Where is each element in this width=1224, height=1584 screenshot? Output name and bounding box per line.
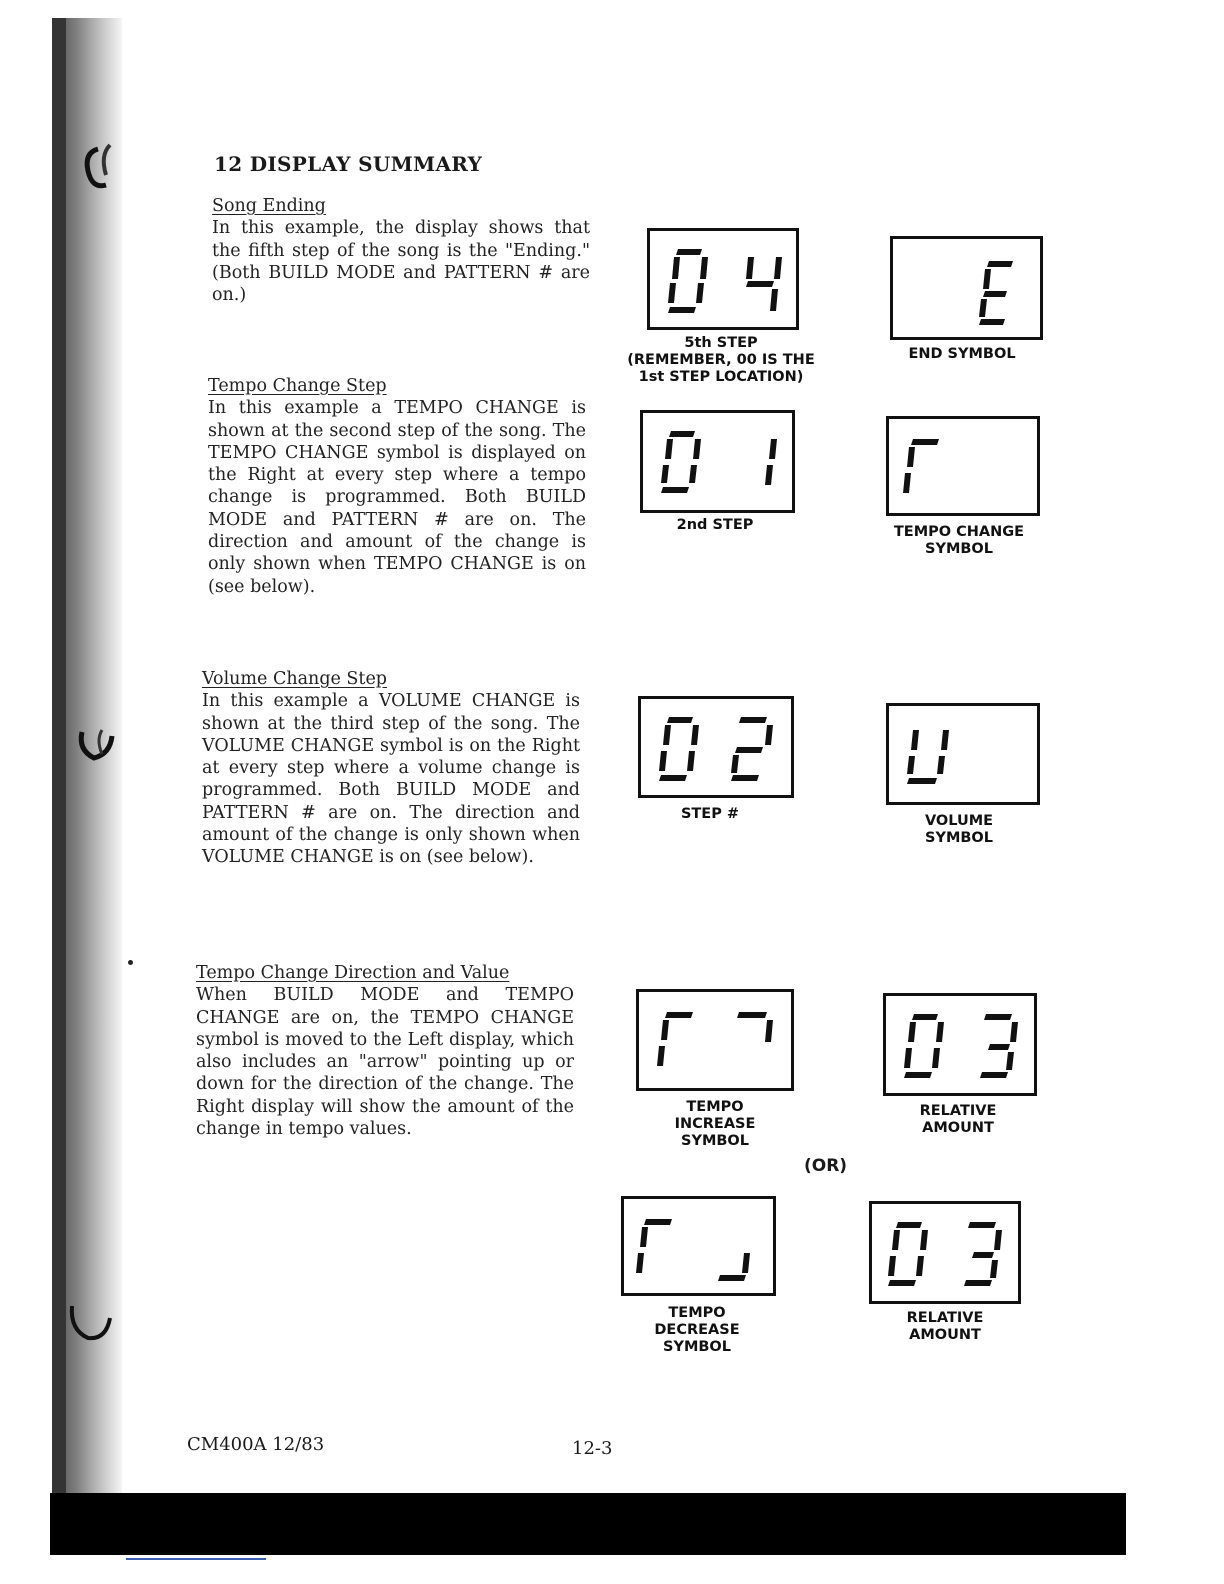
seven-segment-01	[643, 413, 792, 510]
caption-step-5: 5th STEP (REMEMBER, 00 IS THE 1st STEP LOCATION)	[627, 335, 815, 385]
seven-segment-e	[893, 239, 1040, 337]
punch-hole-bottom	[58, 1296, 128, 1366]
section-tempo-change-direction	[196, 962, 574, 1140]
caption-tempo-change-symbol: TEMPO CHANGE SYMBOL	[893, 524, 1025, 557]
section-body: In this example, the display shows that the fifth step of the song is the "Ending." (Both BUILD MODE and PATTERN # are on.)	[212, 218, 590, 306]
seven-segment-04	[650, 231, 796, 327]
caption-tempo-decrease: TEMPO DECREASE SYMBOL	[654, 1305, 740, 1355]
caption-step-2: 2nd STEP	[676, 517, 754, 533]
footer-doc-code: CM400A 12/83	[187, 1434, 325, 1455]
caption-tempo-increase: TEMPO INCREASE SYMBOL	[674, 1099, 756, 1149]
section-volume-change-step	[202, 668, 580, 869]
section-song-ending	[212, 195, 590, 306]
caption-end-symbol: END SYMBOL	[908, 346, 1016, 362]
section-heading: Tempo Change Step	[208, 376, 387, 396]
tempo-increase-icon	[639, 992, 791, 1088]
section-heading: Tempo Change Direction and Value	[196, 963, 510, 983]
caption-step-3: STEP #	[680, 806, 740, 822]
stray-mark	[128, 960, 133, 965]
lcd-display-step-3	[638, 696, 794, 798]
seven-segment-03	[886, 996, 1034, 1093]
lcd-display-tempo-change-symbol	[886, 416, 1040, 516]
scan-bottom-bar	[50, 1493, 1126, 1555]
lcd-display-step-5	[647, 228, 799, 330]
lcd-display-relative-amount-1	[883, 993, 1037, 1096]
punch-hole-top	[58, 135, 128, 205]
punch-hole-middle	[58, 712, 128, 782]
page-title: 12 DISPLAY SUMMARY	[214, 152, 483, 176]
caption-relative-amount-2: RELATIVE AMOUNT	[906, 1310, 984, 1343]
lcd-display-tempo-decrease	[621, 1196, 776, 1296]
seven-segment-03	[872, 1204, 1018, 1301]
lcd-display-step-2	[640, 410, 795, 513]
tempo-decrease-icon	[624, 1199, 773, 1293]
caption-volume-symbol: VOLUME SYMBOL	[924, 813, 994, 846]
lcd-display-volume-symbol	[886, 703, 1040, 805]
volume-icon	[889, 706, 1037, 802]
caption-relative-amount-1: RELATIVE AMOUNT	[919, 1103, 997, 1136]
page-number: 12-3	[572, 1438, 613, 1459]
section-body: When BUILD MODE and TEMPO CHANGE are on, the TEMPO CHANGE symbol is moved to the Left display, which also includes an "arrow" pointing up or down for the direction of the change. The Right display will show the amount of the change in tempo values.	[196, 985, 574, 1140]
lcd-display-relative-amount-2	[869, 1201, 1021, 1304]
section-body: In this example a VOLUME CHANGE is shown at the third step of the song. The VOLUME CHANGE symbol is on the Right at every step where a volume change is programmed. Both BUILD MODE and PATTERN # are on. The direction and amount of the change is only shown when VOLUME CHANGE is on (see below).	[202, 691, 580, 868]
section-heading: Volume Change Step	[202, 669, 388, 689]
tempo-change-icon	[889, 419, 1037, 513]
or-label: (OR)	[804, 1156, 848, 1176]
section-tempo-change-step	[208, 375, 586, 598]
lcd-display-tempo-increase	[636, 989, 794, 1091]
lcd-display-end-symbol	[890, 236, 1043, 340]
seven-segment-02	[641, 699, 791, 795]
scan-underline	[126, 1558, 266, 1560]
section-body: In this example a TEMPO CHANGE is shown at the second step of the song. The TEMPO CHANGE symbol is displayed on the Right at every step where a tempo change is programmed. Both BUILD MODE and PATTERN # are on. The direction and amount of the change is only shown when TEMPO CHANGE is on (see below).	[208, 398, 586, 597]
section-heading: Song Ending	[212, 196, 326, 216]
